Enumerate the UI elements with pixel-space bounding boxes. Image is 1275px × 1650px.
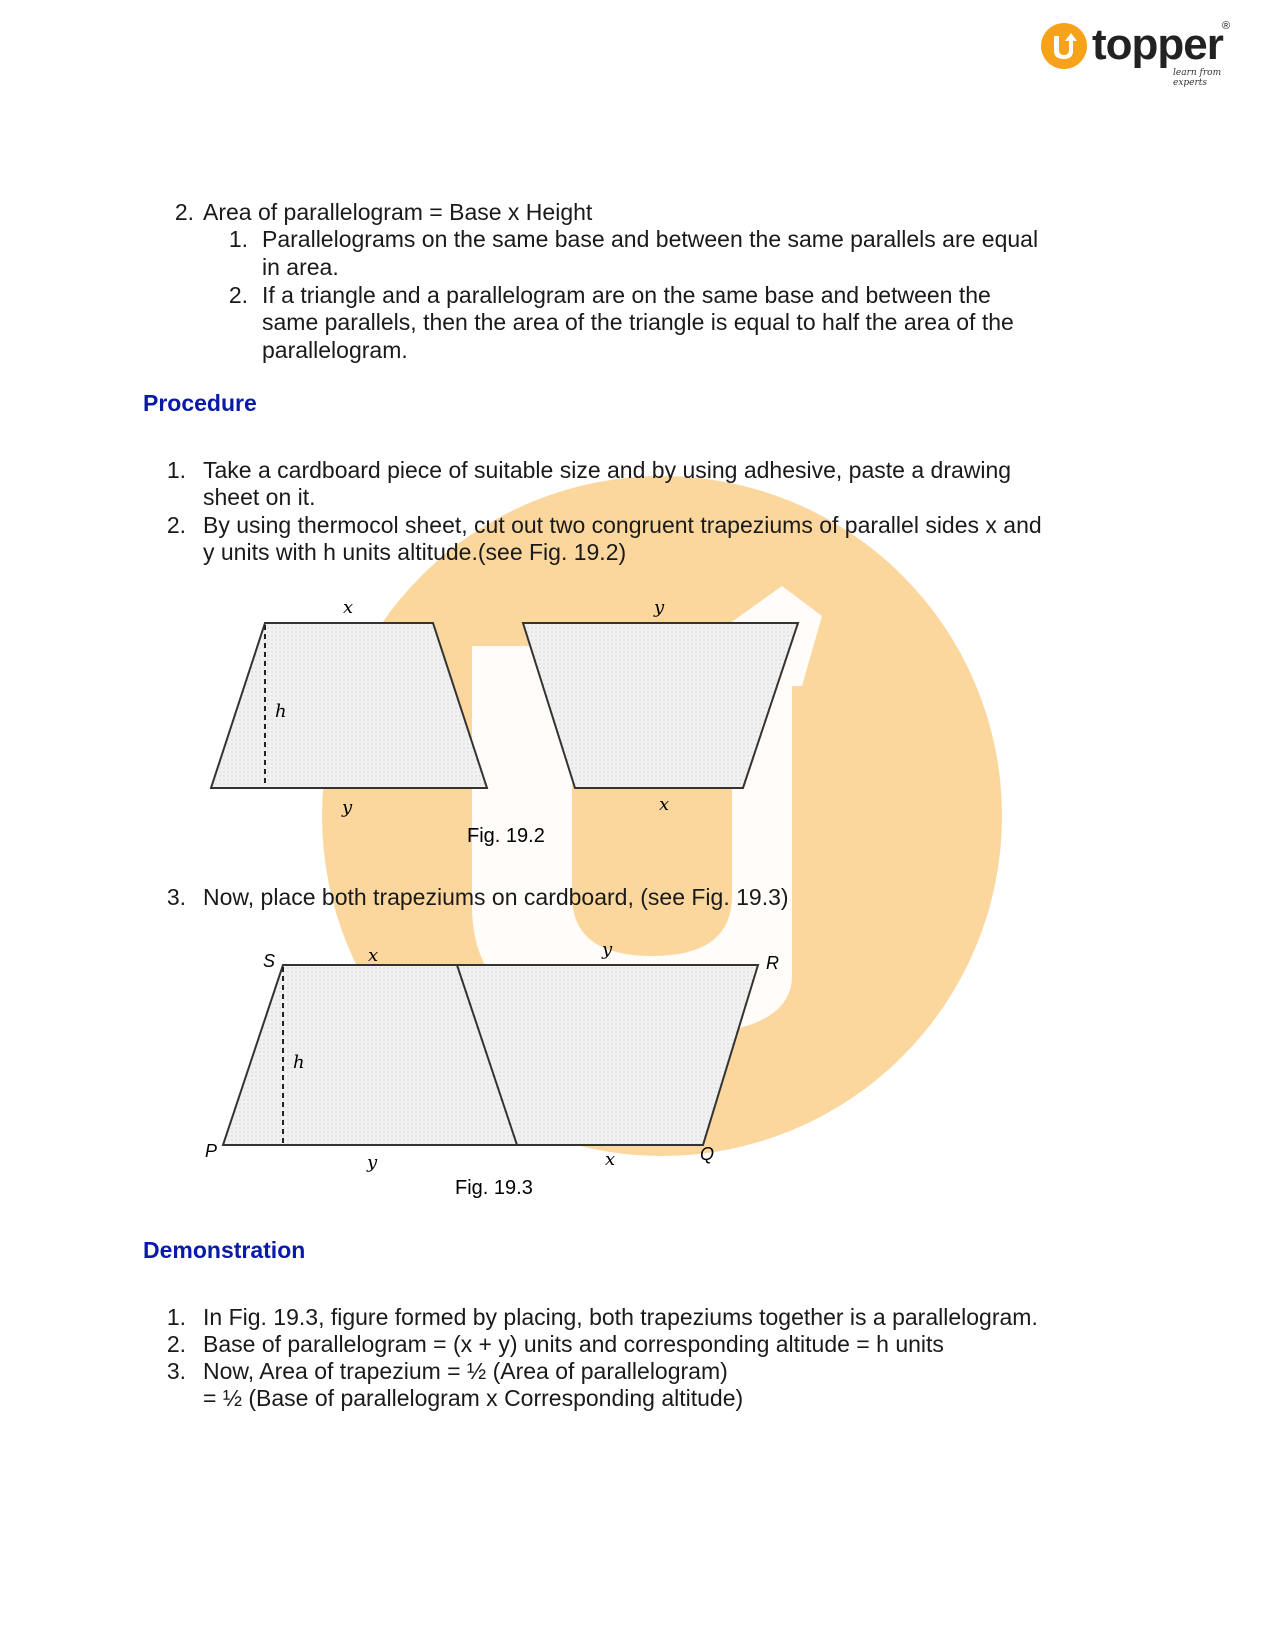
sub-list-number: 1. [228, 226, 248, 252]
list-item-line: y units with h units altitude.(see Fig. 19.2) [203, 539, 627, 565]
list-item-line: Take a cardboard piece of suitable size and by using adhesive, paste a drawing [203, 457, 1012, 483]
label-y: y [367, 1152, 378, 1173]
sub-list-item-line: in area. [262, 254, 339, 280]
list-item: Now, place both trapeziums on cardboard, (see Fig. 19.3) [203, 884, 789, 910]
formula-continuation: = ½ (Base of parallelogram x Corresponding altitude) [203, 1385, 744, 1411]
label-y: y [654, 597, 665, 618]
sub-list-item-line: parallelogram. [262, 337, 408, 363]
u-arrow-logo-icon [1040, 22, 1088, 70]
label-x: x [368, 945, 379, 966]
sub-list-number: 2. [228, 282, 248, 308]
list-item: Base of parallelogram = (x + y) units and corresponding altitude = h units [203, 1331, 944, 1357]
brand-name: topper [1092, 20, 1223, 69]
procedure-heading: Procedure [143, 390, 257, 416]
topper-logo [1040, 18, 1240, 88]
left-trapezium [211, 623, 487, 788]
figure-caption: Fig. 19.3 [455, 1177, 533, 1199]
label-x: x [343, 597, 354, 618]
list-item-line: sheet on it. [203, 484, 316, 510]
list-item-line: By using thermocol sheet, cut out two congruent trapeziums of parallel sides x and [203, 512, 1042, 538]
list-number: 3. [166, 884, 186, 910]
vertex-q: Q [700, 1144, 715, 1164]
brand-tagline: learn from experts [1173, 68, 1222, 88]
label-y: y [602, 939, 613, 960]
list-number: 2. [166, 1331, 186, 1357]
list-number: 1. [166, 1304, 186, 1330]
label-x: x [659, 794, 670, 815]
list-item: Now, Area of trapezium = ½ (Area of parallelogram) [203, 1358, 728, 1384]
list-number: 3. [166, 1358, 186, 1384]
list-number: 2. [166, 512, 186, 538]
figure-caption: Fig. 19.2 [467, 825, 545, 847]
registered-mark: ® [1222, 20, 1231, 32]
list-item: In Fig. 19.3, figure formed by placing, both trapeziums together is a parallelogram. [203, 1304, 1038, 1330]
sub-list-item-line: Parallelograms on the same base and between the same parallels are equal [262, 226, 1039, 252]
list-number: 2. [174, 199, 194, 225]
sub-list-item-line: If a triangle and a parallelogram are on the same base and between the [262, 282, 991, 308]
label-y: y [342, 797, 353, 818]
label-h: h [293, 1052, 305, 1073]
demonstration-heading: Demonstration [143, 1237, 306, 1263]
label-h: h [275, 701, 287, 722]
sub-list-item-line: same parallels, then the area of the triangle is equal to half the area of the [262, 309, 1014, 335]
list-number: 1. [166, 457, 186, 483]
list-item: Area of parallelogram = Base x Height [203, 199, 593, 225]
vertex-s: S [263, 951, 276, 971]
vertex-r: R [766, 953, 779, 973]
figure-19-2 [195, 595, 815, 860]
figure-19-3 [195, 935, 815, 1210]
vertex-p: P [205, 1141, 218, 1161]
right-trapezium [523, 623, 798, 788]
label-x: x [605, 1149, 616, 1170]
